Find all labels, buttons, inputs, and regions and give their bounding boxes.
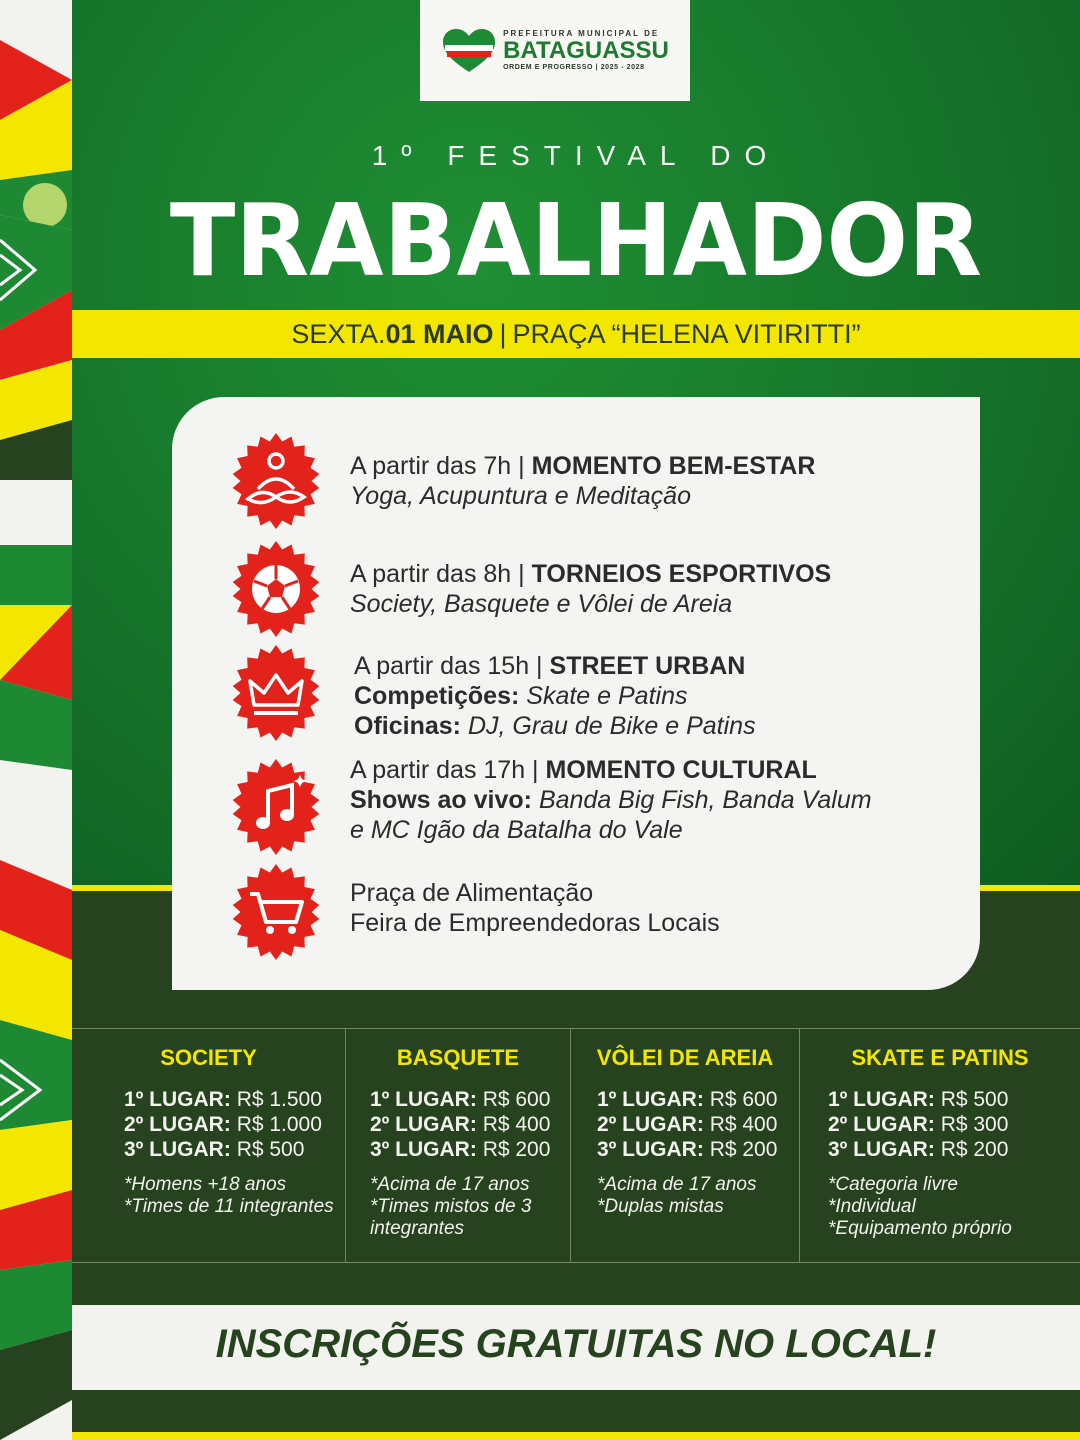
schedule-detail: DJ, Grau de Bike e Patins [467,712,756,740]
prize-category: SKATE E PATINS [851,1045,1029,1070]
schedule-detail: Praça de Alimentação [350,879,594,907]
schedule-card [172,397,980,990]
prize-value: R$ 400 [482,1113,551,1136]
schedule-title: STREET URBAN [549,652,746,680]
schedule-label: Shows ao vivo: [350,786,532,814]
prize-note: *Times mistos de 3 [370,1196,532,1217]
poster [72,0,1080,1440]
prize-label: 3º LUGAR: [597,1138,704,1161]
prize-note: *Homens +18 anos [124,1174,287,1195]
prize-note: *Equipamento próprio [828,1218,1012,1239]
schedule-time: A partir das 17h | [350,756,539,784]
footer-yellow-line [72,1432,1080,1440]
registration-cta: INSCRIÇÕES GRATUITAS NO LOCAL! [215,1322,937,1366]
prize-label: 2º LUGAR: [828,1113,935,1136]
prize-note: *Duplas mistas [597,1196,724,1217]
prize-value: R$ 500 [236,1138,305,1161]
meditation-icon [226,431,326,531]
prize-label: 1º LUGAR: [124,1088,231,1111]
logo-line-1: PREFEITURA MUNICIPAL DE [503,29,660,38]
prize-value: R$ 300 [940,1113,1009,1136]
prize-value: R$ 600 [482,1088,551,1111]
festival-title: TRABALHADOR [169,182,983,299]
logo-city-name: BATAGUASSU [503,37,669,64]
prize-value: R$ 200 [482,1138,551,1161]
prize-note: *Categoria livre [828,1174,958,1195]
city-logo [420,0,690,101]
schedule-detail: Skate e Patins [526,682,688,710]
prize-note: *Individual [828,1196,916,1217]
prize-category: BASQUETE [396,1045,520,1070]
festival-subtitle: 1º FESTIVAL DO [371,140,781,171]
left-decorative-pattern [0,0,72,1440]
prize-column-basquete [345,1029,570,1262]
prize-label: 3º LUGAR: [370,1138,477,1161]
schedule-detail: e MC Igão da Batalha do Vale [350,816,683,844]
prize-note: *Times de 11 integrantes [124,1196,334,1217]
schedule-detail: Yoga, Acupuntura e Meditação [350,482,691,510]
location-name: PRAÇA “HELENA VITIRITTI” [512,318,861,349]
prize-note: integrantes [370,1218,465,1239]
prize-value: R$ 600 [709,1088,778,1111]
shopping-cart-icon [226,862,326,962]
logo-line-3: ORDEM E PROGRESSO | 2025 - 2028 [503,64,645,71]
prize-label: 2º LUGAR: [597,1113,704,1136]
prize-column-skate [799,1029,1080,1262]
prize-note: *Acima de 17 anos [370,1174,530,1195]
prize-column-society [72,1029,345,1262]
date-separator: | [499,318,507,349]
schedule-time: A partir das 8h | [350,560,525,588]
music-note-icon [226,757,326,857]
prize-value: R$ 1.000 [236,1113,322,1136]
prize-category: VÔLEI DE AREIA [596,1045,774,1070]
prize-table [72,1028,1080,1263]
schedule-title: MOMENTO CULTURAL [545,756,817,784]
date-location-bar [72,310,1080,358]
crown-icon [226,643,326,743]
prize-label: 3º LUGAR: [124,1138,231,1161]
schedule-title: MOMENTO BEM-ESTAR [531,452,816,480]
schedule-title: TORNEIOS ESPORTIVOS [531,560,832,588]
prize-label: 2º LUGAR: [370,1113,477,1136]
schedule-detail: Feira de Empreendedoras Locais [350,909,720,937]
schedule-detail: Society, Basquete e Vôlei de Areia [350,590,733,618]
prize-label: 1º LUGAR: [370,1088,477,1111]
soccer-ball-icon [226,539,326,639]
prize-value: R$ 400 [709,1113,778,1136]
prize-value: R$ 1.500 [236,1088,322,1111]
prize-category: SOCIETY [160,1045,257,1070]
prize-value: R$ 500 [940,1088,1009,1111]
prize-label: 1º LUGAR: [597,1088,704,1111]
prize-label: 3º LUGAR: [828,1138,935,1161]
schedule-detail: Banda Big Fish, Banda Valum [538,786,872,814]
prize-column-volei [570,1029,799,1262]
prize-value: R$ 200 [940,1138,1009,1161]
schedule-time: A partir das 7h | [350,452,525,480]
prize-label: 1º LUGAR: [828,1088,935,1111]
heart-logo-icon [441,28,497,74]
schedule-label: Oficinas: [354,712,461,740]
prize-value: R$ 200 [709,1138,778,1161]
date-day: SEXTA. [291,318,386,349]
schedule-time: A partir das 15h | [354,652,543,680]
footer-bar [72,1390,1080,1432]
prize-note: *Acima de 17 anos [597,1174,757,1195]
schedule-label: Competições: [354,682,520,710]
prize-label: 2º LUGAR: [124,1113,231,1136]
date-value: 01 MAIO [385,318,494,349]
